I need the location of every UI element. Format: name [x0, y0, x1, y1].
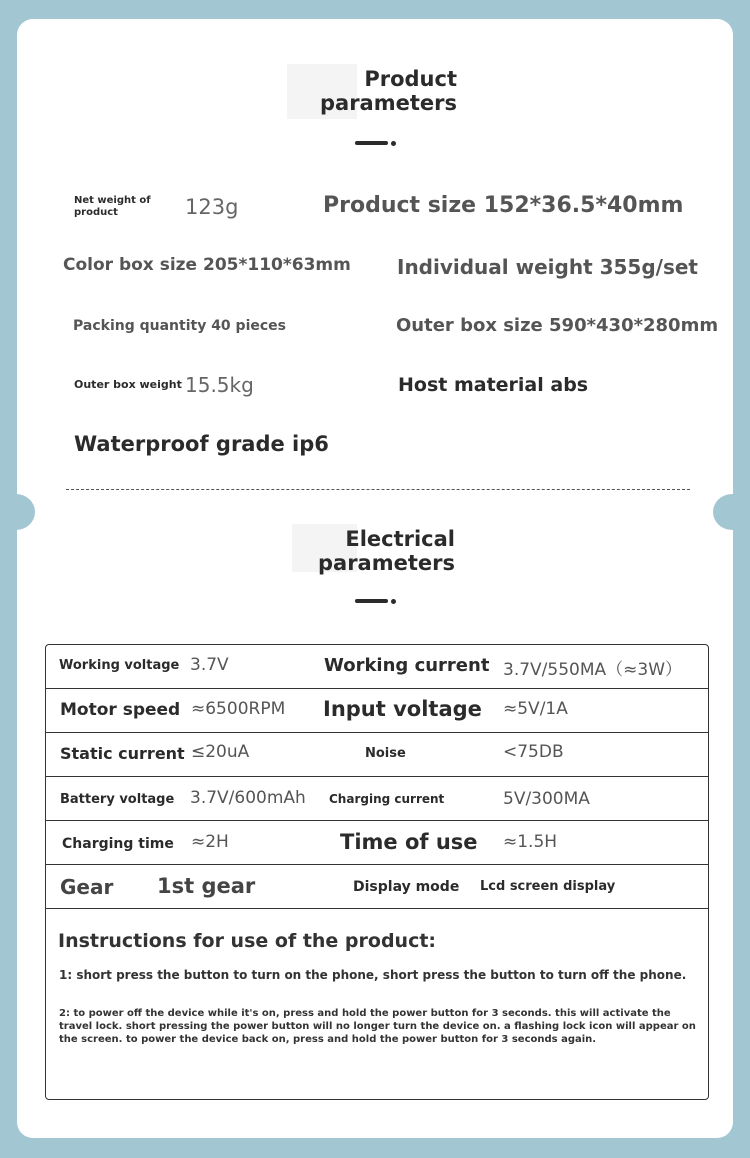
param-label: Working current	[324, 655, 490, 676]
param-value: 3.7V/600mAh	[190, 788, 306, 808]
param-label: Gear	[60, 875, 114, 899]
title-underline-mark	[355, 599, 388, 603]
host-material: Host material abs	[398, 374, 589, 396]
electrical-title-line2: parameters	[318, 551, 455, 575]
param-value: ≈5V/1A	[503, 699, 568, 719]
param-label: Display mode	[353, 879, 460, 895]
row-divider	[46, 864, 708, 865]
param-value: Lcd screen display	[480, 879, 616, 894]
left-notch	[0, 494, 35, 530]
instructions-heading: Instructions for use of the product:	[58, 930, 437, 952]
param-value: ≈1.5H	[503, 832, 558, 852]
outer-box-weight-value: 15.5kg	[185, 373, 254, 397]
section-divider	[66, 489, 690, 490]
param-value: <75DB	[503, 742, 564, 762]
param-label: Charging time	[62, 836, 174, 852]
electrical-section-title	[302, 527, 455, 575]
param-value: 5V/300MA	[503, 789, 590, 809]
row-divider	[46, 732, 708, 733]
product-section-title	[307, 67, 457, 115]
param-label: Input voltage	[323, 697, 482, 721]
product-size: Product size 152*36.5*40mm	[323, 193, 684, 218]
param-label: Working voltage	[59, 658, 180, 673]
title-underline-dot	[391, 599, 396, 604]
param-value: 1st gear	[157, 874, 256, 898]
title-underline-mark	[355, 141, 388, 145]
instruction-item-1: 1: short press the button to turn on the phone, short press the button to turn off the phone.	[59, 968, 687, 982]
param-label: Time of use	[340, 830, 478, 854]
title-underline-dot	[391, 141, 396, 146]
param-label: Static current	[60, 744, 185, 763]
net-weight-label: Net weight of product	[74, 195, 151, 218]
param-value: 3.7V/550MA（≈3W）	[503, 660, 683, 680]
row-divider	[46, 820, 708, 821]
param-label: Motor speed	[60, 700, 181, 720]
electrical-title-line1: Electrical	[345, 527, 455, 551]
row-divider	[46, 776, 708, 777]
param-label: Battery voltage	[60, 792, 175, 807]
param-label: Charging current	[329, 792, 445, 806]
param-value: 3.7V	[190, 655, 229, 675]
right-notch	[713, 494, 750, 530]
row-divider	[46, 688, 708, 689]
param-label: Noise	[365, 746, 406, 761]
spec-card	[17, 19, 733, 1138]
instruction-item-2: 2: to power off the device while it's on, press and hold the power button for 3 seconds. this will activate the travel lock. short pressing the power button will no longer turn the device on. a flashing lock icon will appear on the screen. to power the device back on, press and hold the power button for 3 seconds again.	[59, 1008, 696, 1045]
param-value: ≈2H	[191, 832, 229, 852]
outer-box-weight-label: Outer box weight	[74, 378, 182, 391]
outer-box-size: Outer box size 590*430*280mm	[396, 315, 719, 336]
product-title-line1: Product	[364, 67, 457, 91]
electrical-table	[45, 644, 709, 1100]
color-box-size: Color box size 205*110*63mm	[63, 255, 351, 275]
waterproof-grade: Waterproof grade ip6	[74, 432, 329, 456]
product-title-line2: parameters	[320, 91, 457, 115]
packing-quantity: Packing quantity 40 pieces	[73, 318, 286, 334]
param-value: ≤20uA	[191, 742, 250, 762]
param-value: ≈6500RPM	[191, 699, 286, 719]
net-weight-value: 123g	[185, 195, 239, 219]
individual-weight: Individual weight 355g/set	[397, 255, 698, 279]
row-divider	[46, 908, 708, 909]
